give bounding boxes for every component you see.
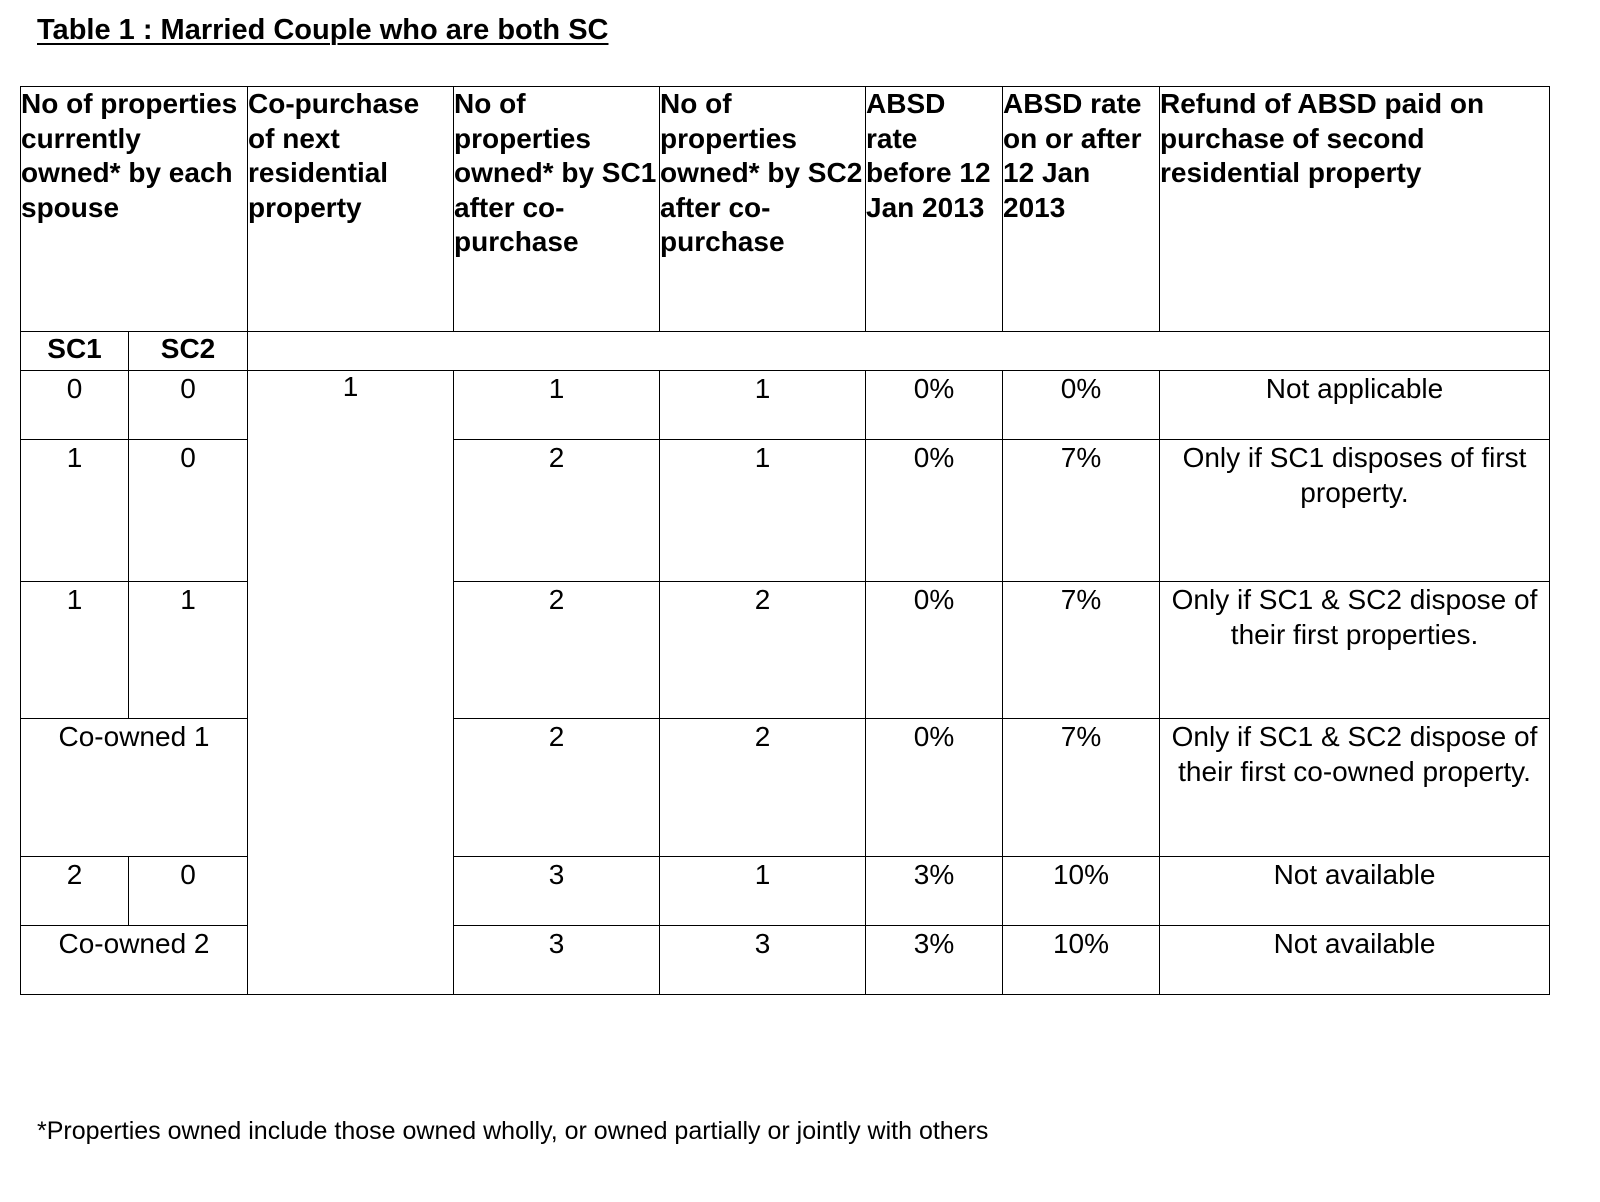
cell-sc2-after: 1 xyxy=(660,857,866,926)
header-sc1-after: No of properties owned* by SC1 after co-purchase xyxy=(454,87,660,332)
cell-rate-after: 7% xyxy=(1003,440,1160,582)
cell-coowned: Co-owned 2 xyxy=(21,926,248,995)
cell-sc1-after: 2 xyxy=(454,440,660,582)
cell-sc2: 0 xyxy=(129,371,248,440)
cell-sc1-after: 1 xyxy=(454,371,660,440)
absd-table xyxy=(20,86,1550,995)
cell-rate-before: 0% xyxy=(866,371,1003,440)
header-row xyxy=(21,87,1550,332)
cell-sc2-after: 1 xyxy=(660,371,866,440)
subheader-sc2: SC2 xyxy=(129,332,248,371)
header-sc2-after: No of properties owned* by SC2 after co-purchase xyxy=(660,87,866,332)
cell-sc1: 0 xyxy=(21,371,129,440)
cell-rate-before: 0% xyxy=(866,582,1003,719)
cell-rate-before: 0% xyxy=(866,440,1003,582)
cell-sc1-after: 3 xyxy=(454,926,660,995)
cell-refund: Not available xyxy=(1160,926,1550,995)
cell-refund: Only if SC1 & SC2 dispose of their first properties. xyxy=(1160,582,1550,719)
cell-rate-after: 10% xyxy=(1003,926,1160,995)
cell-refund: Not available xyxy=(1160,857,1550,926)
cell-sc1-after: 2 xyxy=(454,719,660,857)
header-rate-after: ABSD rate on or after 12 Jan 2013 xyxy=(1003,87,1160,332)
table-row xyxy=(21,371,1550,440)
cell-sc2-after: 1 xyxy=(660,440,866,582)
cell-sc2: 0 xyxy=(129,857,248,926)
cell-rate-after: 0% xyxy=(1003,371,1160,440)
footnote: *Properties owned include those owned wholly, or owned partially or jointly with others xyxy=(37,1117,989,1145)
header-copurchase: Co-purchase of next residential property xyxy=(248,87,454,332)
table-title: Table 1 : Married Couple who are both SC xyxy=(37,14,609,46)
subheader-sc1: SC1 xyxy=(21,332,129,371)
cell-sc1: 2 xyxy=(21,857,129,926)
header-rate-before: ABSD rate before 12 Jan 2013 xyxy=(866,87,1003,332)
cell-copurchase: 1 xyxy=(248,371,454,995)
subheader-row xyxy=(21,332,1550,371)
header-refund: Refund of ABSD paid on purchase of second residential property xyxy=(1160,87,1550,332)
cell-sc1-after: 2 xyxy=(454,582,660,719)
cell-sc1: 1 xyxy=(21,582,129,719)
header-currently-owned: No of properties currently owned* by each spouse xyxy=(21,87,248,332)
cell-rate-before: 3% xyxy=(866,926,1003,995)
subheader-blank xyxy=(248,332,1550,371)
cell-rate-after: 7% xyxy=(1003,719,1160,857)
cell-sc2: 0 xyxy=(129,440,248,582)
cell-rate-before: 3% xyxy=(866,857,1003,926)
cell-sc2: 1 xyxy=(129,582,248,719)
cell-sc2-after: 2 xyxy=(660,582,866,719)
cell-rate-before: 0% xyxy=(866,719,1003,857)
cell-refund: Only if SC1 disposes of first property. xyxy=(1160,440,1550,582)
cell-sc1-after: 3 xyxy=(454,857,660,926)
cell-refund: Only if SC1 & SC2 dispose of their first co-owned property. xyxy=(1160,719,1550,857)
cell-coowned: Co-owned 1 xyxy=(21,719,248,857)
cell-rate-after: 10% xyxy=(1003,857,1160,926)
cell-sc2-after: 2 xyxy=(660,719,866,857)
cell-sc1: 1 xyxy=(21,440,129,582)
cell-rate-after: 7% xyxy=(1003,582,1160,719)
cell-refund: Not applicable xyxy=(1160,371,1550,440)
cell-sc2-after: 3 xyxy=(660,926,866,995)
